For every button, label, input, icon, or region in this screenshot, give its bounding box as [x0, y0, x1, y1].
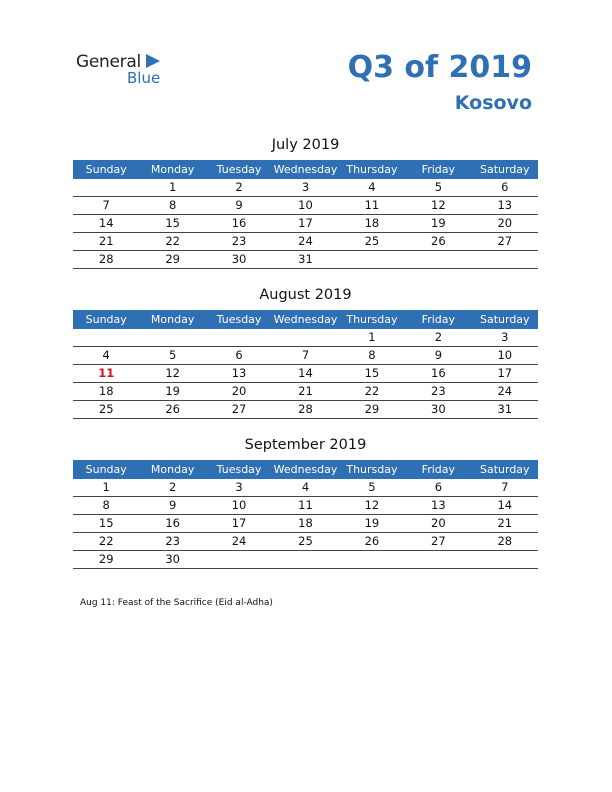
weekday-label: Tuesday: [216, 163, 262, 176]
day-cell: 26: [165, 402, 180, 416]
day-cell: [206, 329, 272, 346]
month-calendar: [73, 436, 538, 569]
weekday-label: Sunday: [85, 163, 127, 176]
day-cell: 24: [298, 234, 313, 248]
day-cell: [339, 551, 405, 568]
day-cell: 7: [301, 348, 310, 362]
day-cell: 9: [168, 498, 177, 512]
weekday-label: Monday: [150, 313, 195, 326]
day-cell: 17: [231, 516, 247, 530]
weekday-header: [73, 310, 538, 329]
day-cell: 7: [102, 198, 110, 212]
day-cell: 30: [231, 252, 247, 266]
day-cell: 14: [497, 498, 513, 512]
week-row: [73, 515, 538, 533]
month-title: August 2019: [259, 287, 352, 303]
day-cell: 27: [431, 534, 446, 548]
day-cell: 4: [102, 348, 110, 362]
day-cell: [139, 329, 205, 346]
day-cell: 29: [364, 402, 380, 416]
holiday-note: Aug 11: Feast of the Sacrifice (Eid al-Adha): [80, 598, 273, 608]
day-cell: 12: [364, 498, 380, 512]
day-cell: 16: [431, 366, 446, 380]
holiday-day-cell: 11: [98, 366, 115, 380]
week-row: [73, 347, 538, 365]
day-cell: 11: [298, 498, 313, 512]
day-cell: [339, 251, 405, 268]
weekday-label: Sunday: [85, 313, 127, 326]
weekday-label: Thursday: [346, 313, 398, 326]
day-cell: 20: [431, 516, 446, 530]
day-cell: 24: [497, 384, 513, 398]
day-cell: 26: [364, 534, 380, 548]
day-cell: 2: [235, 180, 243, 194]
day-cell: 27: [231, 402, 247, 416]
day-cell: [405, 251, 471, 268]
day-cell: 4: [301, 480, 310, 494]
day-cell: [272, 551, 338, 568]
day-cell: 17: [298, 216, 313, 230]
day-cell: 15: [165, 216, 180, 230]
day-cell: 2: [168, 480, 177, 494]
day-cell: 3: [235, 480, 243, 494]
day-cell: 23: [165, 534, 180, 548]
day-cell: [405, 551, 471, 568]
day-cell: 29: [98, 552, 114, 566]
day-cell: 5: [368, 480, 376, 494]
logo-word-blue: Blue: [127, 69, 161, 87]
day-cell: [206, 551, 272, 568]
day-cell: 30: [431, 402, 446, 416]
week-row: [73, 401, 538, 419]
month-calendar: [73, 286, 538, 419]
day-cell: 25: [364, 234, 380, 248]
day-cell: 31: [298, 252, 313, 266]
day-cell: 28: [298, 402, 313, 416]
day-cell: 27: [497, 234, 513, 248]
weekday-label: Monday: [150, 463, 195, 476]
weekday-label: Thursday: [346, 163, 398, 176]
weekday-label: Wednesday: [273, 163, 338, 176]
weekday-label: Monday: [150, 163, 195, 176]
day-cell: 18: [298, 516, 313, 530]
day-cell: 20: [231, 384, 247, 398]
logo: [76, 52, 176, 92]
day-cell: 19: [431, 216, 446, 230]
week-row: [73, 551, 538, 569]
day-cell: 14: [98, 216, 114, 230]
day-cell: 18: [364, 216, 380, 230]
day-cell: 1: [168, 180, 177, 194]
day-cell: 11: [364, 198, 380, 212]
day-cell: 8: [368, 348, 376, 362]
day-cell: 2: [434, 330, 443, 344]
week-row: [73, 365, 538, 383]
day-cell: 21: [98, 234, 114, 248]
day-cell: 9: [434, 348, 443, 362]
day-cell: 10: [497, 348, 513, 362]
day-cell: 30: [165, 552, 180, 566]
day-cell: 13: [431, 498, 446, 512]
day-cell: 19: [165, 384, 180, 398]
week-row: [73, 329, 538, 347]
day-cell: 10: [231, 498, 247, 512]
day-cell: 16: [231, 216, 247, 230]
day-cell: 22: [364, 384, 380, 398]
day-cell: 8: [168, 198, 177, 212]
day-cell: 7: [501, 480, 509, 494]
day-cell: 18: [98, 384, 114, 398]
country-name: Kosovo: [454, 92, 532, 114]
week-row: [73, 533, 538, 551]
weekday-header: [73, 160, 538, 179]
week-row: [73, 497, 538, 515]
weekday-label: Tuesday: [216, 313, 262, 326]
week-row: [73, 251, 538, 269]
day-cell: 29: [165, 252, 180, 266]
day-cell: 6: [501, 180, 509, 194]
day-cell: 22: [165, 234, 180, 248]
logo-flag-icon: [146, 54, 160, 68]
day-cell: 4: [368, 180, 376, 194]
day-cell: 24: [231, 534, 247, 548]
day-cell: 12: [431, 198, 446, 212]
day-cell: 8: [102, 498, 110, 512]
day-cell: 23: [231, 234, 247, 248]
weekday-label: Saturday: [479, 463, 530, 476]
day-cell: 10: [298, 198, 313, 212]
week-row: [73, 179, 538, 197]
weekday-label: Wednesday: [273, 313, 338, 326]
day-cell: 28: [497, 534, 513, 548]
day-cell: 3: [301, 180, 310, 194]
day-cell: 17: [497, 366, 513, 380]
day-cell: 1: [102, 480, 110, 494]
month-title: September 2019: [244, 437, 367, 453]
week-row: [73, 215, 538, 233]
day-cell: 23: [431, 384, 446, 398]
weekday-label: Tuesday: [216, 463, 262, 476]
month-calendar: [73, 136, 538, 269]
day-cell: 9: [235, 198, 243, 212]
day-cell: 21: [497, 516, 513, 530]
week-row: [73, 479, 538, 497]
day-cell: 13: [231, 366, 247, 380]
day-cell: [73, 179, 139, 196]
day-cell: 22: [98, 534, 114, 548]
page-title: Q3 of 2019: [347, 50, 532, 85]
day-cell: 21: [298, 384, 313, 398]
day-cell: [472, 551, 538, 568]
day-cell: 26: [431, 234, 446, 248]
day-cell: 3: [501, 330, 509, 344]
day-cell: 19: [364, 516, 380, 530]
day-cell: 1: [368, 330, 376, 344]
day-cell: 14: [298, 366, 313, 380]
day-cell: 13: [497, 198, 513, 212]
week-row: [73, 383, 538, 401]
logo-word-general: General: [76, 52, 141, 72]
weekday-label: Saturday: [479, 313, 530, 326]
day-cell: 28: [98, 252, 114, 266]
day-cell: 25: [98, 402, 114, 416]
month-title: July 2019: [271, 137, 340, 153]
day-cell: 6: [235, 348, 243, 362]
weekday-header: [73, 460, 538, 479]
weekday-label: Thursday: [346, 463, 398, 476]
day-cell: 15: [364, 366, 380, 380]
day-cell: [272, 329, 338, 346]
weekday-label: Friday: [421, 163, 456, 176]
weekday-label: Wednesday: [273, 463, 338, 476]
day-cell: 20: [497, 216, 513, 230]
weekday-label: Friday: [421, 313, 456, 326]
week-row: [73, 233, 538, 251]
weekday-label: Sunday: [85, 463, 127, 476]
day-cell: 6: [434, 480, 443, 494]
weekday-label: Saturday: [479, 163, 530, 176]
day-cell: 25: [298, 534, 313, 548]
day-cell: 5: [434, 180, 443, 194]
day-cell: 31: [497, 402, 513, 416]
day-cell: 16: [165, 516, 180, 530]
day-cell: 12: [165, 366, 180, 380]
weekday-label: Friday: [421, 463, 456, 476]
day-cell: [73, 329, 139, 346]
day-cell: [472, 251, 538, 268]
week-row: [73, 197, 538, 215]
day-cell: 15: [98, 516, 114, 530]
day-cell: 5: [168, 348, 177, 362]
